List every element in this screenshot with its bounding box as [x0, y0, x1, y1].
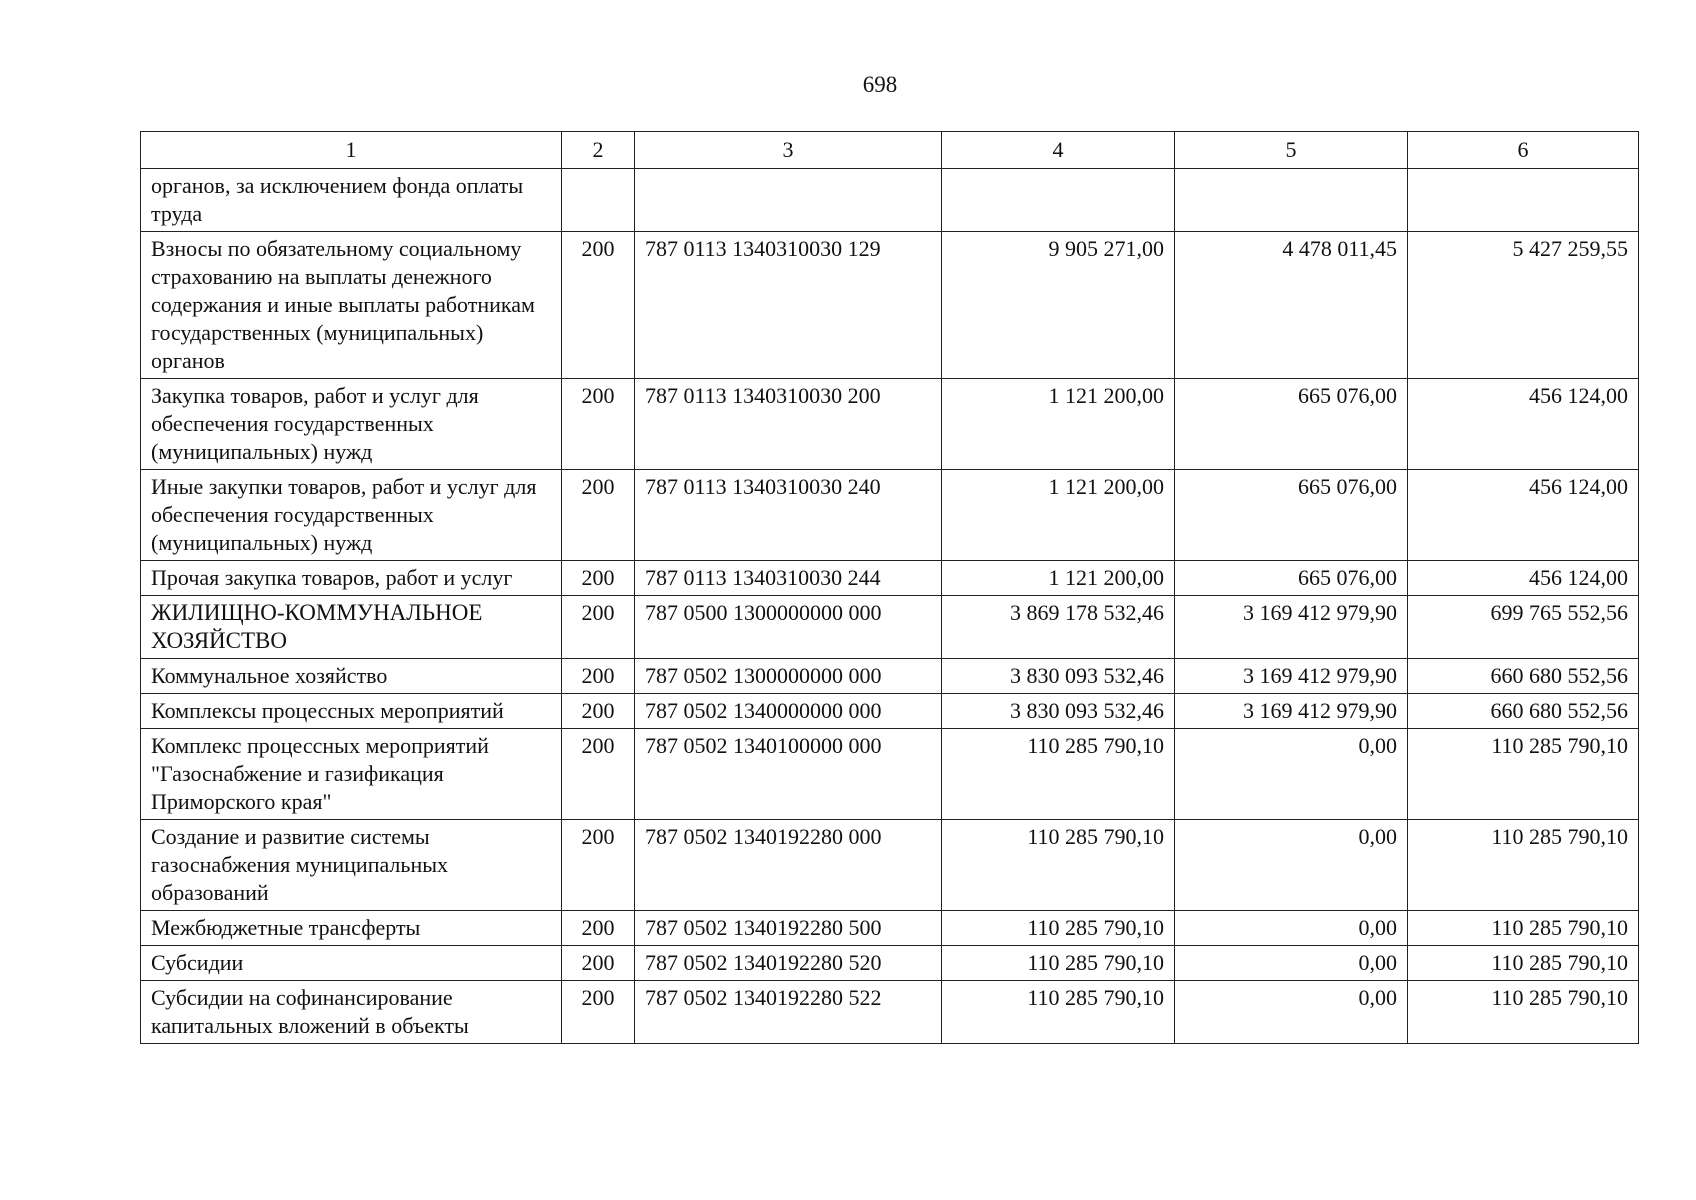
- row-code: 200: [562, 946, 635, 981]
- row-value-5: 0,00: [1175, 820, 1408, 911]
- row-classification: 787 0502 1300000000 000: [635, 659, 942, 694]
- header-row: [141, 132, 1639, 169]
- row-value-4: 110 285 790,10: [942, 820, 1175, 911]
- row-value-6: 110 285 790,10: [1408, 981, 1639, 1044]
- column-header-1: 1: [141, 132, 562, 169]
- column-header-3: 3: [635, 132, 942, 169]
- table-row: [141, 232, 1639, 379]
- row-value-6: 699 765 552,56: [1408, 596, 1639, 659]
- page-number: 698: [862, 72, 898, 97]
- row-value-5: 665 076,00: [1175, 470, 1408, 561]
- row-code: 200: [562, 911, 635, 946]
- row-value-4: 9 905 271,00: [942, 232, 1175, 379]
- row-value-4: 110 285 790,10: [942, 729, 1175, 820]
- row-value-6: 660 680 552,56: [1408, 659, 1639, 694]
- table-row: [141, 169, 1639, 232]
- row-code: [562, 169, 635, 232]
- table-row: [141, 659, 1639, 694]
- row-value-5: 3 169 412 979,90: [1175, 596, 1408, 659]
- row-value-6: 110 285 790,10: [1408, 729, 1639, 820]
- row-code: 200: [562, 694, 635, 729]
- row-name: Создание и развитие системы газоснабжения муниципальных образований: [141, 820, 562, 911]
- row-value-4: 1 121 200,00: [942, 379, 1175, 470]
- row-value-6: 456 124,00: [1408, 561, 1639, 596]
- row-classification: 787 0113 1340310030 240: [635, 470, 942, 561]
- row-name: органов, за исключением фонда оплаты труда: [141, 169, 562, 232]
- table-row: [141, 379, 1639, 470]
- table-row: [141, 911, 1639, 946]
- column-header-6: 6: [1408, 132, 1639, 169]
- row-value-4: 3 830 093 532,46: [942, 659, 1175, 694]
- row-classification: 787 0502 1340192280 522: [635, 981, 942, 1044]
- row-value-5: 3 169 412 979,90: [1175, 694, 1408, 729]
- row-value-5: 0,00: [1175, 946, 1408, 981]
- row-name: ЖИЛИЩНО-КОММУНАЛЬНОЕ ХОЗЯЙСТВО: [141, 596, 562, 659]
- row-code: 200: [562, 561, 635, 596]
- row-name: Прочая закупка товаров, работ и услуг: [141, 561, 562, 596]
- row-code: 200: [562, 659, 635, 694]
- row-name: Субсидии: [141, 946, 562, 981]
- row-value-6: 5 427 259,55: [1408, 232, 1639, 379]
- table-row: [141, 946, 1639, 981]
- row-classification: 787 0500 1300000000 000: [635, 596, 942, 659]
- row-value-4: 1 121 200,00: [942, 470, 1175, 561]
- row-value-4: 110 285 790,10: [942, 911, 1175, 946]
- row-code: 200: [562, 981, 635, 1044]
- row-name: Закупка товаров, работ и услуг для обеспечения государственных (муниципальных) нужд: [141, 379, 562, 470]
- row-value-6: 660 680 552,56: [1408, 694, 1639, 729]
- row-code: 200: [562, 232, 635, 379]
- row-classification: [635, 169, 942, 232]
- row-value-6: 110 285 790,10: [1408, 911, 1639, 946]
- row-value-5: [1175, 169, 1408, 232]
- row-name: Иные закупки товаров, работ и услуг для обеспечения государственных (муниципальных) нужд: [141, 470, 562, 561]
- table-row: [141, 694, 1639, 729]
- row-classification: 787 0502 1340192280 000: [635, 820, 942, 911]
- row-code: 200: [562, 470, 635, 561]
- row-name: Коммунальное хозяйство: [141, 659, 562, 694]
- row-value-6: 110 285 790,10: [1408, 820, 1639, 911]
- row-code: 200: [562, 379, 635, 470]
- row-classification: 787 0113 1340310030 129: [635, 232, 942, 379]
- row-value-5: 3 169 412 979,90: [1175, 659, 1408, 694]
- table-row: [141, 561, 1639, 596]
- row-name: Межбюджетные трансферты: [141, 911, 562, 946]
- row-value-6: 456 124,00: [1408, 470, 1639, 561]
- column-header-4: 4: [942, 132, 1175, 169]
- row-value-5: 0,00: [1175, 729, 1408, 820]
- row-classification: 787 0502 1340000000 000: [635, 694, 942, 729]
- column-header-5: 5: [1175, 132, 1408, 169]
- row-name: Субсидии на софинансирование капитальных вложений в объекты: [141, 981, 562, 1044]
- row-value-4: [942, 169, 1175, 232]
- row-value-4: 3 869 178 532,46: [942, 596, 1175, 659]
- row-code: 200: [562, 596, 635, 659]
- row-value-5: 4 478 011,45: [1175, 232, 1408, 379]
- row-value-5: 0,00: [1175, 911, 1408, 946]
- row-value-5: 0,00: [1175, 981, 1408, 1044]
- row-code: 200: [562, 729, 635, 820]
- row-value-4: 110 285 790,10: [942, 981, 1175, 1044]
- table-row: [141, 820, 1639, 911]
- row-value-6: 110 285 790,10: [1408, 946, 1639, 981]
- row-value-5: 665 076,00: [1175, 379, 1408, 470]
- table-row: [141, 596, 1639, 659]
- table-row: [141, 470, 1639, 561]
- column-header-2: 2: [562, 132, 635, 169]
- row-classification: 787 0502 1340192280 500: [635, 911, 942, 946]
- row-value-4: 3 830 093 532,46: [942, 694, 1175, 729]
- row-classification: 787 0502 1340192280 520: [635, 946, 942, 981]
- row-name: Комплексы процессных мероприятий: [141, 694, 562, 729]
- row-value-5: 665 076,00: [1175, 561, 1408, 596]
- row-name: Взносы по обязательному социальному страхованию на выплаты денежного содержания и иные выплаты работникам государственных (муниципальных) органов: [141, 232, 562, 379]
- row-classification: 787 0113 1340310030 244: [635, 561, 942, 596]
- row-name: Комплекс процессных мероприятий "Газоснабжение и газификация Приморского края": [141, 729, 562, 820]
- table-row: [141, 981, 1639, 1044]
- row-value-4: 110 285 790,10: [942, 946, 1175, 981]
- row-code: 200: [562, 820, 635, 911]
- row-classification: 787 0502 1340100000 000: [635, 729, 942, 820]
- row-value-6: [1408, 169, 1639, 232]
- row-classification: 787 0113 1340310030 200: [635, 379, 942, 470]
- table-row: [141, 729, 1639, 820]
- budget-table: [140, 131, 1639, 1044]
- row-value-6: 456 124,00: [1408, 379, 1639, 470]
- row-value-4: 1 121 200,00: [942, 561, 1175, 596]
